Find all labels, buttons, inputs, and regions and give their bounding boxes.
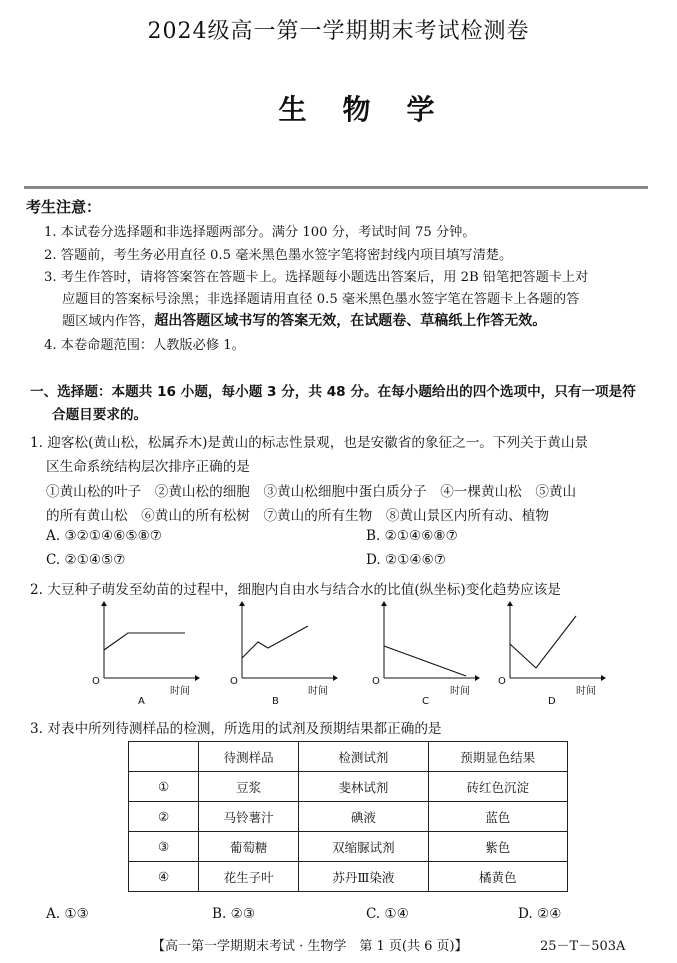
notice-bold-warning: 超出答题区域书写的答案无效，在试题卷、草稿纸上作答无效。 [154,313,547,329]
notice-line-4: 4. 本卷命题范围：人教版必修 1。 [44,338,245,353]
q2-graph-a [90,598,200,708]
table-cell: 紫色 [428,832,567,862]
graph-a-origin: O [92,676,100,687]
table-row [129,862,568,892]
q1-option-a: A. ③②①④⑥⑤⑧⑦ [46,528,162,544]
exam-code: 25－T－503A [540,939,626,954]
q1-option-b: B. ②①④⑥⑧⑦ [366,528,458,544]
graph-a-xlabel: 时间 [170,686,190,697]
table-header-row [129,742,568,772]
q1-items-line1: ①黄山松的叶子 ②黄山松的细胞 ③黄山松细胞中蛋白质分子 ④一棵黄山松 ⑤黄山 [46,484,577,500]
q1-stem-line2: 区生命系统结构层次排序正确的是 [46,459,250,475]
table-header-cell: 预期显色结果 [428,742,567,772]
exam-title: 2024级高一第一学期期末考试检测卷 [147,19,530,44]
notice-line-3b: 应题目的答案标号涂黑；非选择题请用直径 0.5 毫米黑色墨水签字笔在答题卡上各题的答 [62,292,580,307]
graph-a-label: A [138,696,145,707]
table-cell: 橘黄色 [428,862,567,892]
table-cell: 蓝色 [428,802,567,832]
subject-title: 生物学 [278,93,471,126]
q2-graph-c [370,598,480,708]
table-header-cell [129,742,199,772]
table-header-cell: 待测样品 [199,742,299,772]
graph-b-label: B [272,696,279,707]
table-cell: ④ [129,862,199,892]
graph-c-label: C [422,696,429,707]
graph-c-origin: O [372,676,380,687]
table-cell: 马铃薯汁 [199,802,299,832]
table-cell: 双缩脲试剂 [299,832,428,862]
table-cell: 砖红色沉淀 [428,772,567,802]
notice-line-2: 2. 答题前，考生务必用直径 0.5 毫米黑色墨水签字笔将密封线内项目填写清楚。 [44,248,513,263]
table-cell: 葡萄糖 [199,832,299,862]
table-row [129,772,568,802]
q3-table [128,741,568,892]
table-cell: 苏丹Ⅲ染液 [299,862,428,892]
q3-option-b: B. ②③ [212,906,256,922]
table-cell: 花生子叶 [199,862,299,892]
graph-d-origin: O [498,676,506,687]
table-cell: 豆浆 [199,772,299,802]
graph-c-xlabel: 时间 [450,686,470,697]
q1-items-line2: 的所有黄山松 ⑥黄山的所有松树 ⑦黄山的所有生物 ⑧黄山景区内所有动、植物 [46,508,549,524]
section1-heading-line2: 合题目要求的。 [52,407,148,423]
table-row [129,832,568,862]
table-cell: 碘液 [299,802,428,832]
q1-option-c: C. ②①④⑤⑦ [46,552,126,568]
section1-heading-line1: 一、选择题：本题共 16 小题，每小题 3 分，共 48 分。在每小题给出的四个选项中，只有一项是符 [30,384,636,400]
graph-b-xlabel: 时间 [308,686,328,697]
notice-line-3: 3. 考生作答时，请将答案答在答题卡上。选择题每小题选出答案后，用 2B 铅笔把答题卡上对 [44,270,589,285]
q3-stem: 3. 对表中所列待测样品的检测，所选用的试剂及预期结果都正确的是 [30,721,442,737]
q1-stem-line1: 1. 迎客松(黄山松，松属乔木)是黄山的标志性景观，也是安徽省的象征之一。下列关于黄山景 [30,435,589,451]
table-cell: ② [129,802,199,832]
q1-option-d: D. ②①④⑥⑦ [366,552,446,568]
header-divider [24,186,648,189]
notice-line-1: 1. 本试卷分选择题和非选择题两部分。满分 100 分，考试时间 75 分钟。 [44,225,476,240]
table-row [129,802,568,832]
graph-b-origin: O [230,676,238,687]
page-footer: 【高一第一学期期末考试 · 生物学 第 1 页(共 6 页)】 [152,939,468,954]
notice-line-3c [62,310,546,330]
graph-d-label: D [548,696,556,707]
graph-d-xlabel: 时间 [576,686,596,697]
table-cell: 斐林试剂 [299,772,428,802]
q2-graph-d [496,598,606,708]
notice-line-3c-text: 题区域内作答， [62,314,155,329]
q3-option-a: A. ①③ [46,906,89,922]
table-cell: ③ [129,832,199,862]
q3-option-d: D. ②④ [518,906,562,922]
q2-graph-b [228,598,338,708]
q2-stem: 2. 大豆种子萌发至幼苗的过程中，细胞内自由水与结合水的比值(纵坐标)变化趋势应该是 [30,582,561,598]
notice-heading: 考生注意： [26,198,102,216]
table-cell: ① [129,772,199,802]
table-header-cell: 检测试剂 [299,742,428,772]
q3-option-c: C. ①④ [366,906,409,922]
